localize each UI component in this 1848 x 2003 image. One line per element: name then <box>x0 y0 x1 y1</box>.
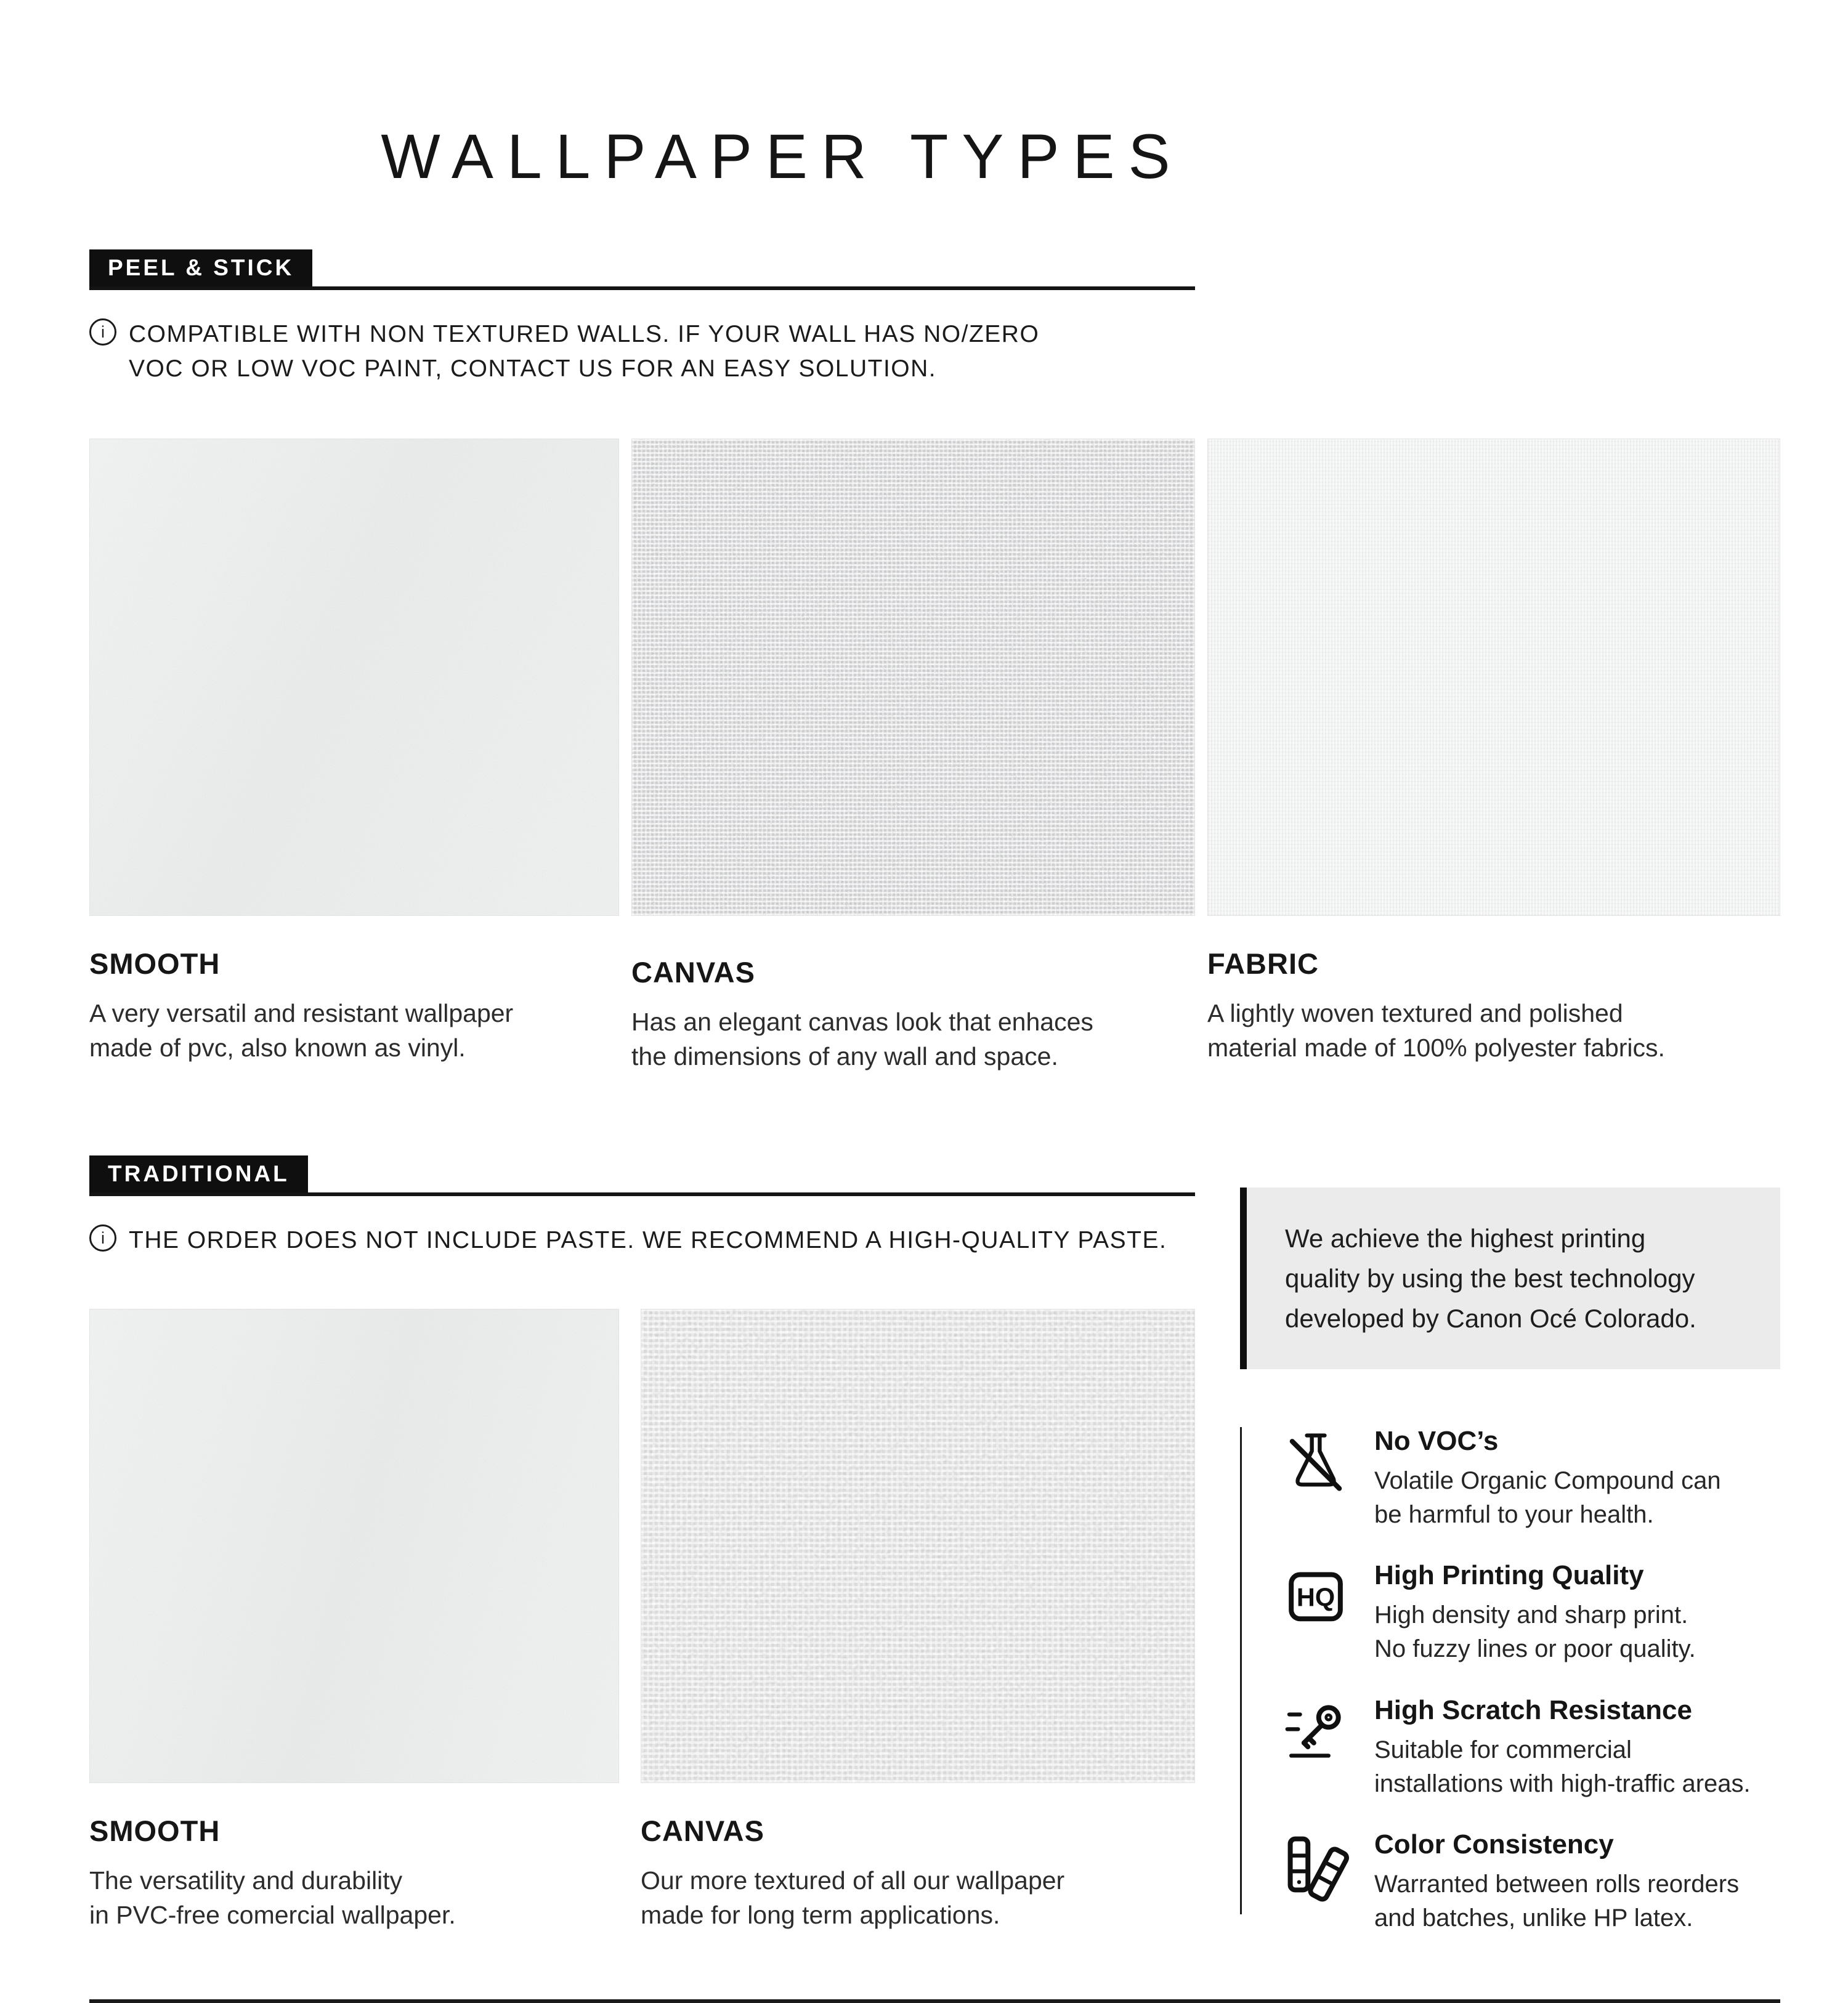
caption-fabric <box>1207 947 1780 1074</box>
feature-text <box>1374 1695 1751 1801</box>
traditional-note-text: THE ORDER DOES NOT INCLUDE PASTE. WE RECOMMEND A HIGH-QUALITY PASTE. <box>129 1226 1167 1253</box>
caption-canvas-traditional-desc: Our more textured of all our wallpaper made for long term applications. <box>641 1866 1065 1929</box>
peel-stick-captions <box>89 947 1780 1074</box>
traditional-note <box>89 1223 1195 1257</box>
peel-stick-note-text: COMPATIBLE WITH NON TEXTURED WALLS. IF YOUR WALL HAS NO/ZERO VOC OR LOW VOC PAINT, CONTACT US FOR AN EASY SOLUTION. <box>129 321 1040 382</box>
peel-stick-badge: PEEL & STICK <box>89 249 312 286</box>
fabric-texture <box>1208 439 1780 915</box>
feature-no-voc <box>1284 1426 1780 1532</box>
peel-stick-header <box>89 249 1195 290</box>
quality-callout-box: We achieve the highest printing quality by using the best technology developed by Canon Océ Colorado. <box>1240 1188 1780 1369</box>
feature-title: High Scratch Resistance <box>1374 1694 1692 1725</box>
caption-canvas-desc: Has an elegant canvas look that enhaces the dimensions of any wall and space. <box>631 1008 1093 1070</box>
swatch-image-canvas <box>631 439 1195 916</box>
swatch-image-smooth <box>89 439 619 916</box>
smooth-texture <box>90 439 618 915</box>
svg-text:HQ: HQ <box>1296 1582 1335 1612</box>
caption-smooth-traditional <box>89 1814 619 1933</box>
feature-text <box>1374 1829 1739 1935</box>
caption-canvas-title: CANVAS <box>631 956 755 989</box>
feature-color-consistency <box>1284 1829 1780 1935</box>
smooth-texture <box>90 1309 618 1782</box>
feature-text <box>1374 1560 1696 1666</box>
feature-desc: High density and sharp print. No fuzzy lines or poor quality. <box>1374 1601 1696 1663</box>
info-icon: i <box>89 318 116 346</box>
caption-fabric-title: FABRIC <box>1207 947 1319 981</box>
hq-badge-icon <box>1284 1564 1347 1627</box>
swatch-image-smooth-traditional <box>89 1309 619 1783</box>
peel-stick-note <box>89 317 1195 386</box>
swatch-image-fabric <box>1207 439 1780 916</box>
traditional-header <box>89 1155 1195 1196</box>
caption-smooth-desc: A very versatil and resistant wallpaper made of pvc, also known as vinyl. <box>89 999 514 1062</box>
peel-stick-section <box>89 249 1780 1074</box>
caption-fabric-desc: A lightly woven textured and polished material made of 100% polyester fabrics. <box>1207 999 1665 1062</box>
traditional-section <box>89 1155 1195 1933</box>
feature-desc: Suitable for commercial installations with high-traffic areas. <box>1374 1736 1751 1797</box>
bottom-divider <box>89 1999 1780 2003</box>
caption-smooth-traditional-desc: The versatility and durability in PVC-free comercial wallpaper. <box>89 1866 456 1929</box>
traditional-captions <box>89 1814 1195 1933</box>
caption-smooth-traditional-title: SMOOTH <box>89 1814 221 1847</box>
feature-title: Color Consistency <box>1374 1829 1614 1859</box>
feature-list <box>1240 1426 1780 1936</box>
color-swatches-icon <box>1284 1833 1347 1896</box>
caption-smooth-title: SMOOTH <box>89 947 221 981</box>
feature-desc: Warranted between rolls reorders and batches, unlike HP latex. <box>1374 1870 1740 1932</box>
info-icon: i <box>89 1224 116 1252</box>
feature-text <box>1374 1426 1721 1532</box>
caption-canvas-traditional-title: CANVAS <box>641 1814 764 1847</box>
traditional-swatch-row <box>89 1309 1195 1783</box>
feature-title: High Printing Quality <box>1374 1560 1644 1591</box>
feature-high-printing-quality <box>1284 1560 1780 1666</box>
scratch-key-icon <box>1284 1699 1347 1762</box>
rough-canvas-texture <box>641 1309 1194 1782</box>
feature-title: No VOC’s <box>1374 1425 1499 1456</box>
feature-scratch-resistance <box>1284 1695 1780 1801</box>
no-voc-flask-icon <box>1284 1430 1347 1492</box>
caption-smooth <box>89 947 619 1074</box>
page-title: WALLPAPER TYPES <box>381 121 1184 192</box>
caption-canvas <box>631 947 1195 1074</box>
feature-desc: Volatile Organic Compound can be harmful to your health. <box>1374 1467 1721 1529</box>
canvas-texture <box>632 439 1194 915</box>
traditional-badge: TRADITIONAL <box>89 1155 308 1192</box>
peel-stick-swatch-row <box>89 439 1780 916</box>
right-column <box>1240 1155 1780 1964</box>
swatch-image-canvas-traditional <box>641 1309 1195 1783</box>
caption-canvas-traditional <box>641 1814 1195 1933</box>
lower-area <box>89 1155 1780 1964</box>
